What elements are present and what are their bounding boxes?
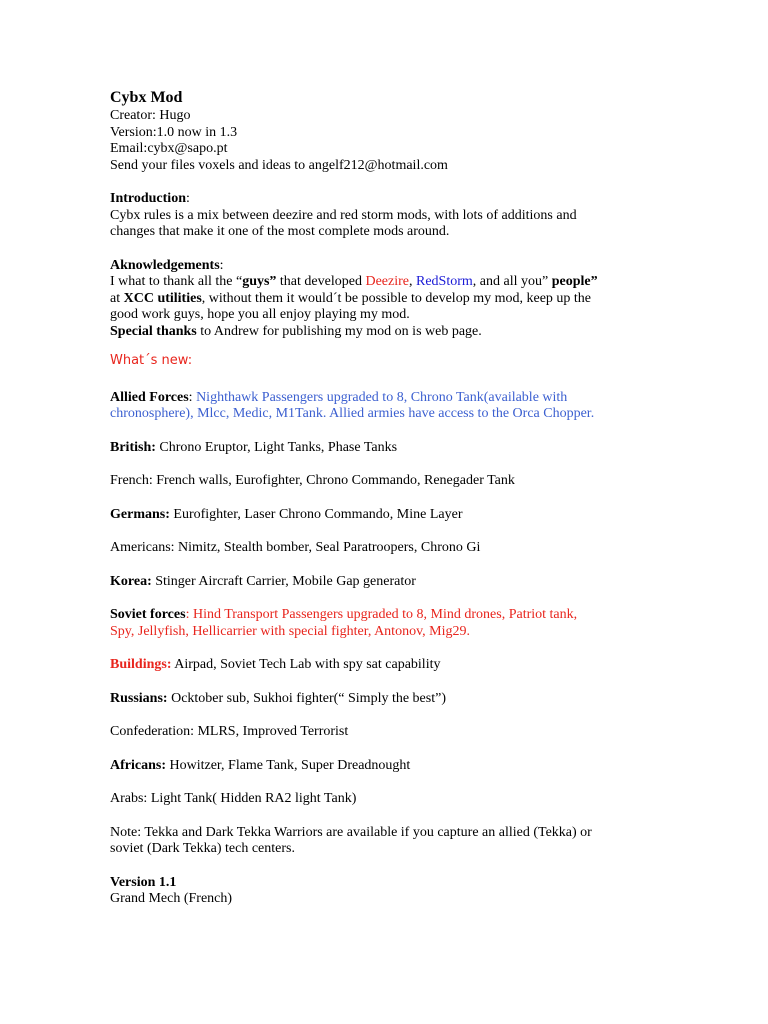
spacer xyxy=(110,370,670,390)
spacer xyxy=(110,174,670,191)
spacer xyxy=(110,241,670,258)
introduction-line-1: Cybx rules is a mix between deezire and red storm mods, with lots of additions and xyxy=(110,207,577,223)
acknowledgements-line-2 xyxy=(110,291,670,308)
arabs-line: Arabs: Light Tank( Hidden RA2 light Tank) xyxy=(110,791,357,806)
spacer xyxy=(110,707,670,724)
ack-guys: guys” xyxy=(242,274,277,289)
spacer xyxy=(110,640,670,657)
british-line xyxy=(110,440,670,457)
acknowledgements-line-1 xyxy=(110,274,670,291)
africans-line xyxy=(110,758,670,775)
germans-label: Germans: xyxy=(110,506,170,522)
korea-label: Korea: xyxy=(110,573,152,589)
spacer xyxy=(110,490,670,507)
soviet-forces-line-1 xyxy=(110,607,670,624)
russians-line xyxy=(110,691,670,708)
germans-line xyxy=(110,507,670,524)
ack-text: that developed xyxy=(276,274,366,289)
introduction-heading: Introduction xyxy=(110,191,186,206)
ack-text: at xyxy=(110,290,124,306)
spacer xyxy=(110,590,670,607)
ack-special-thanks: Special thanks xyxy=(110,323,197,339)
acknowledgements-colon: : xyxy=(219,257,224,273)
ack-text: , xyxy=(408,274,416,289)
whats-new-heading: What´s new: xyxy=(110,353,193,368)
ack-text: , without them it would´t be possible to develop my mod, keep up the xyxy=(201,290,592,306)
introduction-colon: : xyxy=(185,191,190,206)
spacer xyxy=(110,741,670,758)
spacer xyxy=(110,456,670,473)
allied-forces-label: Allied Forces xyxy=(110,389,189,405)
british-text: Chrono Eruptor, Light Tanks, Phase Tanks xyxy=(155,439,398,455)
soviet-forces-label: Soviet forces xyxy=(110,607,186,622)
spacer xyxy=(110,423,670,440)
acknowledgements-line-3: good work guys, hope you all enjoy playing my mod. xyxy=(110,307,410,322)
acknowledgements-line-4 xyxy=(110,324,670,341)
british-label: British: xyxy=(110,439,156,455)
ack-redstorm: RedStorm xyxy=(415,274,473,289)
allied-forces-line-2: chronosphere), Mlcc, Medic, M1Tank. Allied armies have access to the Orca Chopper. xyxy=(110,406,595,421)
note-line-2: soviet (Dark Tekka) tech centers. xyxy=(110,841,295,856)
document-page xyxy=(110,88,670,908)
ack-text: , and all you” xyxy=(472,274,552,289)
africans-label: Africans: xyxy=(110,757,166,773)
buildings-text: Airpad, Soviet Tech Lab with spy sat capability xyxy=(171,657,441,672)
confederation-line: Confederation: MLRS, Improved Terrorist xyxy=(110,724,349,739)
email-line: Email:cybx@sapo.pt xyxy=(110,141,228,156)
soviet-colon: : xyxy=(185,607,193,622)
introduction-heading-line xyxy=(110,191,670,208)
acknowledgements-heading: Aknowledgements xyxy=(110,257,220,273)
ack-text: I what to thank all the “ xyxy=(110,274,243,289)
version-1-1-line-1: Grand Mech (French) xyxy=(110,891,233,906)
spacer xyxy=(110,340,670,353)
acknowledgements-heading-line xyxy=(110,258,670,275)
buildings-line xyxy=(110,657,670,674)
introduction-line-2: changes that make it one of the most complete mods around. xyxy=(110,224,450,239)
germans-text: Eurofighter, Laser Chrono Commando, Mine Layer xyxy=(169,506,463,522)
ack-people: people” xyxy=(551,274,598,289)
send-files-line: Send your files voxels and ideas to angelf212@hotmail.com xyxy=(110,157,448,173)
spacer xyxy=(110,774,670,791)
buildings-label: Buildings: xyxy=(110,657,172,672)
americans-line: Americans: Nimitz, Stealth bomber, Seal Paratroopers, Chrono Gi xyxy=(110,540,481,555)
russians-label: Russians: xyxy=(110,690,168,706)
creator-line: Creator: Hugo xyxy=(110,108,191,123)
spacer xyxy=(110,858,670,875)
ack-deezire: Deezire xyxy=(365,274,409,289)
allied-forces-text: Nighthawk Passengers upgraded to 8, Chrono Tank(available with xyxy=(196,389,568,405)
french-line: French: French walls, Eurofighter, Chrono Commando, Renegader Tank xyxy=(110,473,515,488)
ack-xcc-utilities: XCC utilities xyxy=(123,290,202,306)
spacer xyxy=(110,523,670,540)
allied-colon: : xyxy=(188,389,197,405)
spacer xyxy=(110,674,670,691)
soviet-forces-line-2: Spy, Jellyfish, Hellicarrier with special fighter, Antonov, Mig29. xyxy=(110,623,471,639)
soviet-forces-text: Hind Transport Passengers upgraded to 8, Mind drones, Patriot tank, xyxy=(192,607,578,622)
korea-line xyxy=(110,574,670,591)
russians-text: Ocktober sub, Sukhoi fighter(“ Simply the best”) xyxy=(167,690,446,706)
korea-text: Stinger Aircraft Carrier, Mobile Gap generator xyxy=(151,573,416,589)
version-1-1-heading: Version 1.1 xyxy=(110,874,177,890)
allied-forces-line-1 xyxy=(110,390,670,407)
document-title: Cybx Mod xyxy=(110,89,183,106)
note-line-1: Note: Tekka and Dark Tekka Warriors are available if you capture an allied (Tekka) or xyxy=(110,824,592,840)
spacer xyxy=(110,557,670,574)
version-line: Version:1.0 now in 1.3 xyxy=(110,124,238,140)
spacer xyxy=(110,808,670,825)
africans-text: Howitzer, Flame Tank, Super Dreadnought xyxy=(166,757,411,773)
ack-text: to Andrew for publishing my mod on is web page. xyxy=(196,323,482,339)
